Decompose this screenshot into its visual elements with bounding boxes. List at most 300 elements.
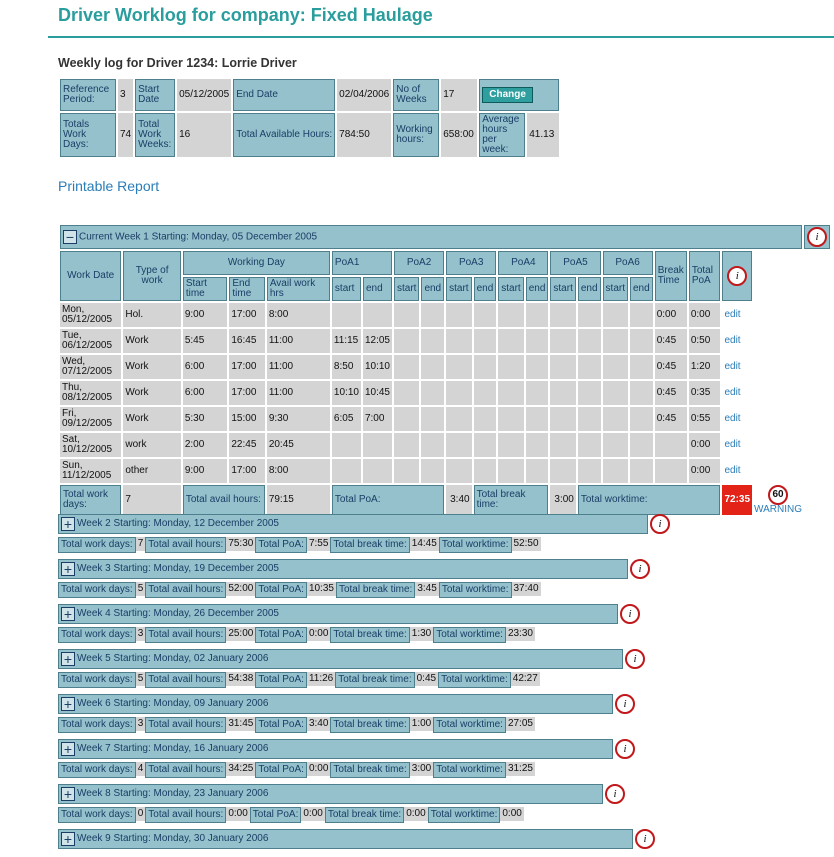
info-icon[interactable]: i bbox=[630, 559, 650, 579]
week-total-label: Total work days: bbox=[58, 762, 136, 778]
col-poa1-start: start bbox=[332, 277, 361, 301]
poa-empty-cell bbox=[446, 459, 471, 483]
edit-link[interactable]: edit bbox=[724, 465, 741, 476]
poa-empty-cell bbox=[578, 303, 601, 327]
week-header-row bbox=[58, 738, 637, 760]
week-total-value: 14:45 bbox=[411, 538, 437, 549]
start-date-value: 05/12/2005 bbox=[177, 79, 231, 111]
col-total-poa: Total PoA bbox=[689, 251, 721, 301]
week-total-label: Total break time: bbox=[325, 807, 404, 823]
week-total-label: Total break time: bbox=[330, 627, 409, 643]
poa-empty-cell bbox=[630, 303, 653, 327]
week-totals-row bbox=[58, 582, 652, 598]
edit-link[interactable]: edit bbox=[724, 361, 741, 372]
week-block bbox=[58, 783, 627, 823]
week-total-value: 42:27 bbox=[512, 673, 538, 684]
col-poa5-start: start bbox=[550, 277, 575, 301]
week-total-value: 27:05 bbox=[507, 718, 533, 729]
week1-header bbox=[60, 225, 802, 249]
printable-report-link[interactable]: Printable Report bbox=[58, 178, 160, 194]
week-total-label: Total PoA: bbox=[255, 717, 307, 733]
week-total-value: 7:55 bbox=[308, 538, 329, 549]
week-total-value: 1:00 bbox=[411, 718, 432, 729]
poa-empty-cell bbox=[421, 355, 444, 379]
poa-empty-cell bbox=[474, 381, 497, 405]
working-hours-value: 658:00 bbox=[441, 113, 477, 157]
col-poa6: PoA6 bbox=[603, 251, 653, 275]
info-icon[interactable]: i bbox=[650, 514, 670, 534]
poa-empty-cell bbox=[603, 433, 628, 457]
week-total-value: 34:25 bbox=[228, 763, 254, 774]
col-poa6-start: start bbox=[603, 277, 628, 301]
total-poa-value: 3:40 bbox=[446, 485, 471, 515]
week-total-label: Total break time: bbox=[330, 537, 409, 553]
poa-empty-cell bbox=[578, 433, 601, 457]
poa-empty-cell bbox=[446, 433, 471, 457]
type-of-work-cell: Work bbox=[123, 329, 180, 353]
week-total-value: 0:45 bbox=[416, 673, 437, 684]
poa-empty-cell bbox=[394, 407, 419, 431]
start-time-cell: 5:45 bbox=[183, 329, 228, 353]
poa1-end-cell: 10:45 bbox=[363, 381, 392, 405]
week-info-cell bbox=[603, 783, 627, 805]
edit-cell bbox=[722, 459, 752, 483]
start-time-cell: 9:00 bbox=[183, 303, 228, 327]
week-total-value: 0:00 bbox=[502, 808, 522, 819]
work-date-cell: Mon, 05/12/2005 bbox=[60, 303, 121, 327]
end-time-cell: 16:45 bbox=[229, 329, 264, 353]
week-total-value: 0:00 bbox=[303, 808, 323, 819]
week-header bbox=[58, 514, 648, 534]
poa-empty-cell bbox=[603, 329, 628, 353]
table-row bbox=[60, 329, 830, 353]
week-total-value: 4 bbox=[137, 763, 144, 774]
week1-table bbox=[58, 223, 832, 517]
week-total-label: Total worktime: bbox=[428, 807, 501, 823]
work-date-cell: Fri, 09/12/2005 bbox=[60, 407, 121, 431]
avail-hrs-cell: 9:30 bbox=[267, 407, 330, 431]
week-total-value: 0 bbox=[137, 808, 144, 819]
poa-empty-cell bbox=[498, 459, 523, 483]
week-totals-row bbox=[58, 537, 672, 553]
week-total-label: Total work days: bbox=[58, 627, 136, 643]
week-header-row bbox=[58, 828, 657, 850]
col-break-time: Break Time bbox=[655, 251, 687, 301]
poa-empty-cell bbox=[474, 303, 497, 327]
col-work-date: Work Date bbox=[60, 251, 121, 301]
poa-empty-cell bbox=[394, 303, 419, 327]
edit-cell bbox=[722, 329, 752, 353]
total-poa-cell: 0:35 bbox=[689, 381, 721, 405]
week-total-label: Total worktime: bbox=[438, 672, 511, 688]
work-date-cell: Tue, 06/12/2005 bbox=[60, 329, 121, 353]
week-total-label: Total break time: bbox=[330, 762, 409, 778]
totals-work-days-label: Totals Work Days: bbox=[60, 113, 116, 157]
poa-empty-cell bbox=[526, 355, 549, 379]
total-avail-hours-label: Total avail hours: bbox=[183, 485, 265, 515]
week-header bbox=[58, 739, 613, 759]
week-totals-row bbox=[58, 762, 637, 778]
start-time-cell: 6:00 bbox=[183, 355, 228, 379]
week-total-value: 7 bbox=[137, 538, 144, 549]
week-total-label: Total avail hours: bbox=[145, 627, 226, 643]
col-working-day: Working Day bbox=[183, 251, 330, 275]
edit-cell bbox=[722, 355, 752, 379]
poa1-start-cell bbox=[332, 433, 361, 457]
edit-link[interactable]: edit bbox=[724, 309, 741, 320]
week-total-label: Total avail hours: bbox=[145, 762, 226, 778]
break-time-cell: 0:45 bbox=[655, 329, 687, 353]
week-total-label: Total work days: bbox=[58, 672, 136, 688]
total-poa-cell: 0:55 bbox=[689, 407, 721, 431]
col-poa4: PoA4 bbox=[498, 251, 548, 275]
start-time-cell: 2:00 bbox=[183, 433, 228, 457]
week-total-label: Total worktime: bbox=[433, 717, 506, 733]
week-header-row bbox=[58, 603, 642, 625]
week-total-value: 54:38 bbox=[228, 673, 254, 684]
info-icon[interactable]: i bbox=[605, 784, 625, 804]
change-cell bbox=[479, 79, 559, 111]
col-poa2-end: end bbox=[421, 277, 444, 301]
col-poa4-start: start bbox=[498, 277, 523, 301]
poa1-end-cell bbox=[363, 459, 392, 483]
warning-cell bbox=[754, 485, 802, 515]
table-row bbox=[60, 407, 830, 431]
end-time-cell: 17:00 bbox=[229, 459, 264, 483]
week-header-label: Week 8 Starting: Monday, 23 January 2006 bbox=[77, 788, 269, 799]
week-total-label: Total work days: bbox=[58, 582, 136, 598]
edit-cell bbox=[722, 303, 752, 327]
title-divider bbox=[48, 36, 834, 38]
no-of-weeks-label: No of Weeks bbox=[393, 79, 439, 111]
start-time-cell: 6:00 bbox=[183, 381, 228, 405]
end-time-cell: 15:00 bbox=[229, 407, 264, 431]
col-poa4-end: end bbox=[526, 277, 549, 301]
week-totals-row bbox=[58, 672, 647, 688]
poa-empty-cell bbox=[630, 433, 653, 457]
summary-table bbox=[58, 77, 561, 159]
table-row bbox=[60, 355, 830, 379]
expand-toggle-icon[interactable]: + bbox=[61, 607, 75, 621]
col-poa6-end: end bbox=[630, 277, 653, 301]
avail-hrs-cell: 8:00 bbox=[267, 459, 330, 483]
expand-toggle-icon[interactable]: + bbox=[61, 517, 75, 531]
poa-empty-cell bbox=[446, 355, 471, 379]
poa1-end-cell: 12:05 bbox=[363, 329, 392, 353]
week-block bbox=[58, 603, 642, 643]
edit-link[interactable]: edit bbox=[724, 439, 741, 450]
col-poa1: PoA1 bbox=[332, 251, 392, 275]
week-total-value: 3 bbox=[137, 718, 144, 729]
poa-empty-cell bbox=[394, 381, 419, 405]
poa-empty-cell bbox=[630, 381, 653, 405]
end-time-cell: 22:45 bbox=[229, 433, 264, 457]
col-poa5: PoA5 bbox=[550, 251, 600, 275]
poa-empty-cell bbox=[498, 329, 523, 353]
col-poa3-start: start bbox=[446, 277, 471, 301]
week-total-value: 3:00 bbox=[411, 763, 432, 774]
poa-empty-cell bbox=[474, 433, 497, 457]
col-poa2: PoA2 bbox=[394, 251, 444, 275]
total-poa-cell: 1:20 bbox=[689, 355, 721, 379]
poa-empty-cell bbox=[578, 381, 601, 405]
col-type-of-work: Type of work bbox=[123, 251, 180, 301]
week-total-label: Total worktime: bbox=[433, 762, 506, 778]
total-work-weeks-value: 16 bbox=[177, 113, 231, 157]
week-block bbox=[58, 648, 647, 688]
col-poa2-start: start bbox=[394, 277, 419, 301]
week-header-label: Week 3 Starting: Monday, 19 December 2005 bbox=[77, 563, 279, 574]
change-button[interactable]: Change bbox=[482, 87, 533, 103]
week-info-cell bbox=[628, 558, 652, 580]
avail-hrs-cell: 11:00 bbox=[267, 381, 330, 405]
total-poa-cell: 0:50 bbox=[689, 329, 721, 353]
week-total-label: Total break time: bbox=[336, 582, 415, 598]
poa-empty-cell bbox=[394, 329, 419, 353]
week-totals-row bbox=[58, 627, 642, 643]
avail-hrs-cell: 20:45 bbox=[267, 433, 330, 457]
week-header-label: Week 4 Starting: Monday, 26 December 2005 bbox=[77, 608, 279, 619]
week-total-value: 3 bbox=[137, 628, 144, 639]
poa1-start-cell: 10:10 bbox=[332, 381, 361, 405]
week-header-row bbox=[58, 693, 637, 715]
week-total-value: 11:26 bbox=[308, 673, 334, 684]
info-icon[interactable]: i bbox=[635, 829, 655, 849]
poa-empty-cell bbox=[603, 355, 628, 379]
poa-empty-cell bbox=[578, 329, 601, 353]
week-total-value: 23:30 bbox=[507, 628, 533, 639]
end-date-label: End Date bbox=[233, 79, 335, 111]
edit-link[interactable]: edit bbox=[724, 335, 741, 346]
average-hours-label: Average hours per week: bbox=[479, 113, 525, 157]
week-total-label: Total worktime: bbox=[439, 582, 512, 598]
edit-cell bbox=[722, 433, 752, 457]
table-row bbox=[60, 303, 830, 327]
poa-empty-cell bbox=[550, 355, 575, 379]
info-icon[interactable]: i bbox=[807, 227, 827, 247]
total-worktime-label: Total worktime: bbox=[578, 485, 721, 515]
poa-empty-cell bbox=[526, 459, 549, 483]
break-time-cell: 0:00 bbox=[655, 303, 687, 327]
poa-empty-cell bbox=[421, 459, 444, 483]
poa-empty-cell bbox=[630, 459, 653, 483]
week-header-label: Week 7 Starting: Monday, 16 January 2006 bbox=[77, 743, 269, 754]
columns-info-cell bbox=[722, 251, 752, 301]
expand-toggle-icon[interactable]: + bbox=[61, 652, 75, 666]
week-total-label: Total worktime: bbox=[439, 537, 512, 553]
no-of-weeks-value: 17 bbox=[441, 79, 477, 111]
avail-hrs-cell: 11:00 bbox=[267, 329, 330, 353]
col-avail-work-hrs: Avail work hrs bbox=[267, 277, 330, 301]
poa-empty-cell bbox=[630, 329, 653, 353]
total-poa-cell: 0:00 bbox=[689, 459, 721, 483]
poa-empty-cell bbox=[446, 407, 471, 431]
week-total-label: Total avail hours: bbox=[145, 807, 226, 823]
poa-empty-cell bbox=[498, 303, 523, 327]
week1-rows bbox=[60, 303, 830, 483]
week-total-label: Total PoA: bbox=[255, 537, 307, 553]
poa-empty-cell bbox=[578, 459, 601, 483]
week-total-label: Total avail hours: bbox=[145, 672, 226, 688]
week-total-value: 3:45 bbox=[417, 583, 437, 594]
week-total-value: 0:00 bbox=[308, 763, 329, 774]
week-header-label: Week 2 Starting: Monday, 12 December 2005 bbox=[77, 518, 279, 529]
week-total-value: 5 bbox=[137, 673, 144, 684]
break-time-cell: 0:45 bbox=[655, 407, 687, 431]
type-of-work-cell: Work bbox=[123, 355, 180, 379]
table-row bbox=[60, 433, 830, 457]
poa-empty-cell bbox=[550, 407, 575, 431]
break-time-cell: 0:45 bbox=[655, 381, 687, 405]
poa1-end-cell bbox=[363, 303, 392, 327]
avail-hrs-cell: 11:00 bbox=[267, 355, 330, 379]
edit-link[interactable]: edit bbox=[724, 387, 741, 398]
reference-period-value: 3 bbox=[118, 79, 133, 111]
week-total-label: Total break time: bbox=[330, 717, 409, 733]
col-poa5-end: end bbox=[578, 277, 601, 301]
expand-toggle-icon[interactable]: + bbox=[61, 697, 75, 711]
start-time-cell: 9:00 bbox=[183, 459, 228, 483]
info-icon[interactable]: i bbox=[620, 604, 640, 624]
week-total-label: Total work days: bbox=[58, 537, 136, 553]
start-date-label: Start Date bbox=[135, 79, 175, 111]
edit-cell bbox=[722, 381, 752, 405]
week-total-label: Total avail hours: bbox=[145, 582, 226, 598]
table-row bbox=[60, 381, 830, 405]
poa1-start-cell: 8:50 bbox=[332, 355, 361, 379]
poa-empty-cell bbox=[394, 355, 419, 379]
expand-toggle-icon[interactable]: + bbox=[61, 832, 75, 846]
end-time-cell: 17:00 bbox=[229, 303, 264, 327]
expand-toggle-icon[interactable]: + bbox=[61, 787, 75, 801]
info-icon[interactable]: i bbox=[615, 694, 635, 714]
week-block bbox=[58, 558, 652, 598]
poa-empty-cell bbox=[474, 459, 497, 483]
total-break-time-label: Total break time: bbox=[474, 485, 549, 515]
total-break-time-value: 3:00 bbox=[550, 485, 575, 515]
info-icon[interactable]: i bbox=[615, 739, 635, 759]
poa-empty-cell bbox=[446, 381, 471, 405]
poa-empty-cell bbox=[394, 433, 419, 457]
week-total-label: Total PoA: bbox=[250, 807, 302, 823]
poa-empty-cell bbox=[550, 303, 575, 327]
poa-empty-cell bbox=[446, 303, 471, 327]
work-date-cell: Wed, 07/12/2005 bbox=[60, 355, 121, 379]
week-total-label: Total avail hours: bbox=[145, 717, 226, 733]
poa-empty-cell bbox=[578, 407, 601, 431]
col-poa1-end: end bbox=[363, 277, 392, 301]
info-icon[interactable]: i bbox=[625, 649, 645, 669]
poa-empty-cell bbox=[630, 355, 653, 379]
expand-toggle-icon[interactable]: + bbox=[61, 562, 75, 576]
week-info-cell bbox=[613, 738, 637, 760]
week1-header-label: Current Week 1 Starting: Monday, 05 December 2005 bbox=[79, 231, 318, 243]
total-available-hours-value: 784:50 bbox=[337, 113, 391, 157]
week-total-value: 31:25 bbox=[507, 763, 533, 774]
table-row bbox=[60, 459, 830, 483]
limit-60-icon: 60 bbox=[768, 485, 788, 505]
week-info-cell bbox=[633, 828, 657, 850]
poa-empty-cell bbox=[474, 407, 497, 431]
total-avail-hours-value: 79:15 bbox=[267, 485, 330, 515]
week-total-value: 5 bbox=[137, 583, 144, 594]
week-total-value: 0:00 bbox=[228, 808, 248, 819]
week-info-cell bbox=[618, 603, 642, 625]
week-total-label: Total PoA: bbox=[255, 582, 307, 598]
poa-empty-cell bbox=[526, 329, 549, 353]
week-info-cell bbox=[623, 648, 647, 670]
week-total-value: 3:40 bbox=[308, 718, 329, 729]
poa-empty-cell bbox=[421, 381, 444, 405]
week-total-label: Total PoA: bbox=[255, 762, 307, 778]
week-totals-row bbox=[58, 807, 627, 823]
col-end-time: End time bbox=[229, 277, 264, 301]
week-header bbox=[58, 694, 613, 714]
type-of-work-cell: Work bbox=[123, 407, 180, 431]
poa-empty-cell bbox=[550, 459, 575, 483]
poa-empty-cell bbox=[498, 433, 523, 457]
page-title: Driver Worklog for company: Fixed Haulage bbox=[58, 5, 433, 25]
poa-empty-cell bbox=[498, 381, 523, 405]
week-header-label: Week 9 Starting: Monday, 30 January 2006 bbox=[77, 833, 269, 844]
col-poa3-end: end bbox=[474, 277, 497, 301]
week-header bbox=[58, 829, 633, 849]
warning-label: WARNING bbox=[754, 504, 802, 515]
week-info-cell bbox=[648, 513, 672, 535]
poa-empty-cell bbox=[550, 433, 575, 457]
week-total-value: 52:50 bbox=[513, 538, 539, 549]
edit-link[interactable]: edit bbox=[724, 413, 741, 424]
poa-empty-cell bbox=[498, 355, 523, 379]
info-icon[interactable]: i bbox=[727, 266, 747, 286]
total-work-days-label: Total work days: bbox=[60, 485, 121, 515]
average-hours-value: 41.13 bbox=[527, 113, 559, 157]
collapse-toggle-icon[interactable]: − bbox=[63, 230, 77, 244]
poa1-start-cell bbox=[332, 459, 361, 483]
week-header bbox=[58, 604, 618, 624]
total-poa-cell: 0:00 bbox=[689, 303, 721, 327]
poa-empty-cell bbox=[630, 407, 653, 431]
week-total-value: 25:00 bbox=[228, 628, 254, 639]
avail-hrs-cell: 8:00 bbox=[267, 303, 330, 327]
type-of-work-cell: Work bbox=[123, 381, 180, 405]
week-header-row bbox=[58, 558, 652, 580]
poa1-start-cell: 6:05 bbox=[332, 407, 361, 431]
week-total-label: Total work days: bbox=[58, 807, 136, 823]
totals-work-days-value: 74 bbox=[118, 113, 133, 157]
poa-empty-cell bbox=[526, 381, 549, 405]
end-date-value: 02/04/2006 bbox=[337, 79, 391, 111]
poa1-end-cell: 7:00 bbox=[363, 407, 392, 431]
week-total-label: Total PoA: bbox=[255, 627, 307, 643]
poa-empty-cell bbox=[603, 459, 628, 483]
week-header-label: Week 6 Starting: Monday, 09 January 2006 bbox=[77, 698, 269, 709]
driver-subtitle: Weekly log for Driver 1234: Lorrie Driver bbox=[58, 56, 297, 70]
poa-empty-cell bbox=[421, 433, 444, 457]
type-of-work-cell: work bbox=[123, 433, 180, 457]
total-work-days-value: 7 bbox=[123, 485, 180, 515]
type-of-work-cell: Hol. bbox=[123, 303, 180, 327]
poa1-end-cell bbox=[363, 433, 392, 457]
poa-empty-cell bbox=[550, 381, 575, 405]
week-header-label: Week 5 Starting: Monday, 02 January 2006 bbox=[77, 653, 269, 664]
week-total-value: 75:30 bbox=[228, 538, 254, 549]
end-time-cell: 17:00 bbox=[229, 355, 264, 379]
expand-toggle-icon[interactable]: + bbox=[61, 742, 75, 756]
week-block bbox=[58, 513, 672, 553]
poa-empty-cell bbox=[394, 459, 419, 483]
poa1-start-cell: 11:15 bbox=[332, 329, 361, 353]
